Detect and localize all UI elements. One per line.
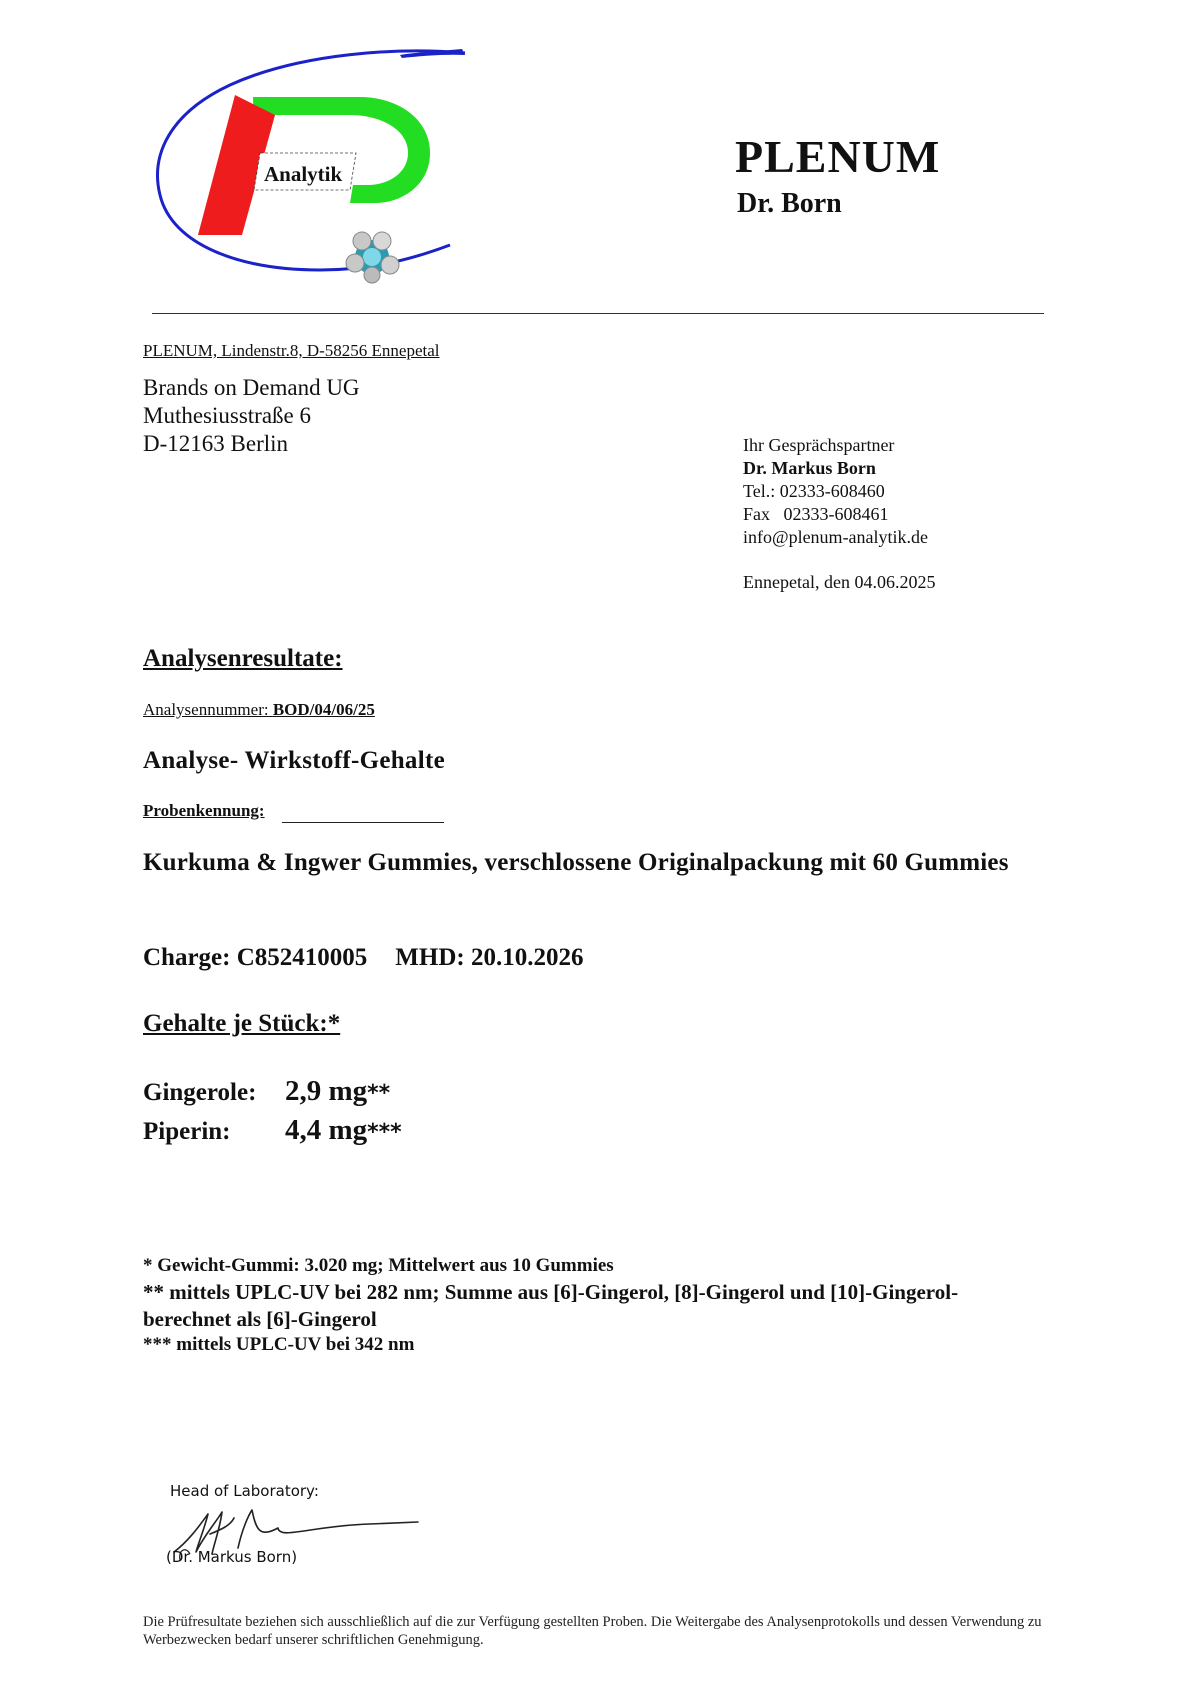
contact-tel: Tel.: 02333-608460 (743, 481, 885, 501)
signature-title: Head of Laboratory: (170, 1482, 319, 1500)
contact-label: Ihr Gesprächspartner (743, 435, 895, 455)
footnote-1: * Gewicht-Gummi: 3.020 mg; Mittelwert aus 10 Gummies (143, 1255, 614, 1276)
footnote-2: ** mittels UPLC-UV bei 282 nm; Summe aus [6]-Gingerol, [8]-Gingerol und [10]-Gingerol- berechnet als [6]-Gingerol (143, 1280, 959, 1331)
product-description: Kurkuma & Ingwer Gummies, verschlossene Originalpackung mit 60 Gummies (143, 849, 1009, 876)
sample-underline (282, 822, 444, 823)
contact-email: info@plenum-analytik.de (743, 527, 929, 547)
result-label: Piperin: (143, 1118, 231, 1145)
company-name: PLENUM (735, 131, 941, 182)
best-before: MHD: 20.10.2026 (395, 944, 584, 971)
result-row-piperin (143, 1114, 402, 1147)
results-heading: Analysenresultate: (143, 645, 343, 672)
analysis-number-value: BOD/04/06/25 (272, 700, 375, 719)
recipient-address (143, 374, 360, 458)
result-value: 2,9 mg (285, 1075, 368, 1107)
contact-name: Dr. Markus Born (743, 458, 876, 478)
result-value: 4,4 mg (285, 1114, 368, 1146)
batch-info (143, 944, 583, 972)
sample-label: Probenkennung: (143, 801, 265, 820)
disclaimer: Die Prüfresultate beziehen sich ausschließlich auf die zur Verfügung gestellten Proben. Die Weitergabe des Analysenprotokolls und dessen Verwendung zu Werbezwecken bedarf unserer schriftlichen Genehmigung. (143, 1614, 1042, 1648)
recipient-name: Brands on Demand UG (143, 375, 360, 400)
sender-line: PLENUM, Lindenstr.8, D-58256 Ennepetal (143, 341, 440, 360)
result-footnote-mark: ** (367, 1081, 391, 1106)
signature-name: (Dr. Markus Born) (166, 1548, 298, 1566)
analysis-number-label: Analysennummer: (143, 700, 273, 719)
contact-block (743, 434, 935, 594)
plenum-analytik-logo (150, 45, 475, 290)
analysis-number (143, 700, 375, 720)
header-divider (152, 313, 1044, 314)
analysis-subheading: Analyse- Wirkstoff-Gehalte (143, 747, 445, 774)
logo-text: Analytik (264, 162, 343, 186)
recipient-street: Muthesiusstraße 6 (143, 403, 312, 428)
document-date: Ennepetal, den 04.06.2025 (743, 572, 936, 592)
recipient-city: D-12163 Berlin (143, 431, 289, 456)
footnotes (143, 1252, 1023, 1357)
result-label: Gingerole: (143, 1079, 257, 1106)
company-subtitle: Dr. Born (737, 188, 842, 219)
molecule-icon (346, 232, 399, 283)
footnote-3: *** mittels UPLC-UV bei 342 nm (143, 1334, 415, 1355)
result-row-gingerole (143, 1075, 390, 1108)
content-heading: Gehalte je Stück:* (143, 1010, 341, 1037)
contact-fax: Fax 02333-608461 (743, 504, 889, 524)
charge-number: Charge: C852410005 (143, 944, 368, 971)
result-footnote-mark: *** (367, 1120, 402, 1145)
